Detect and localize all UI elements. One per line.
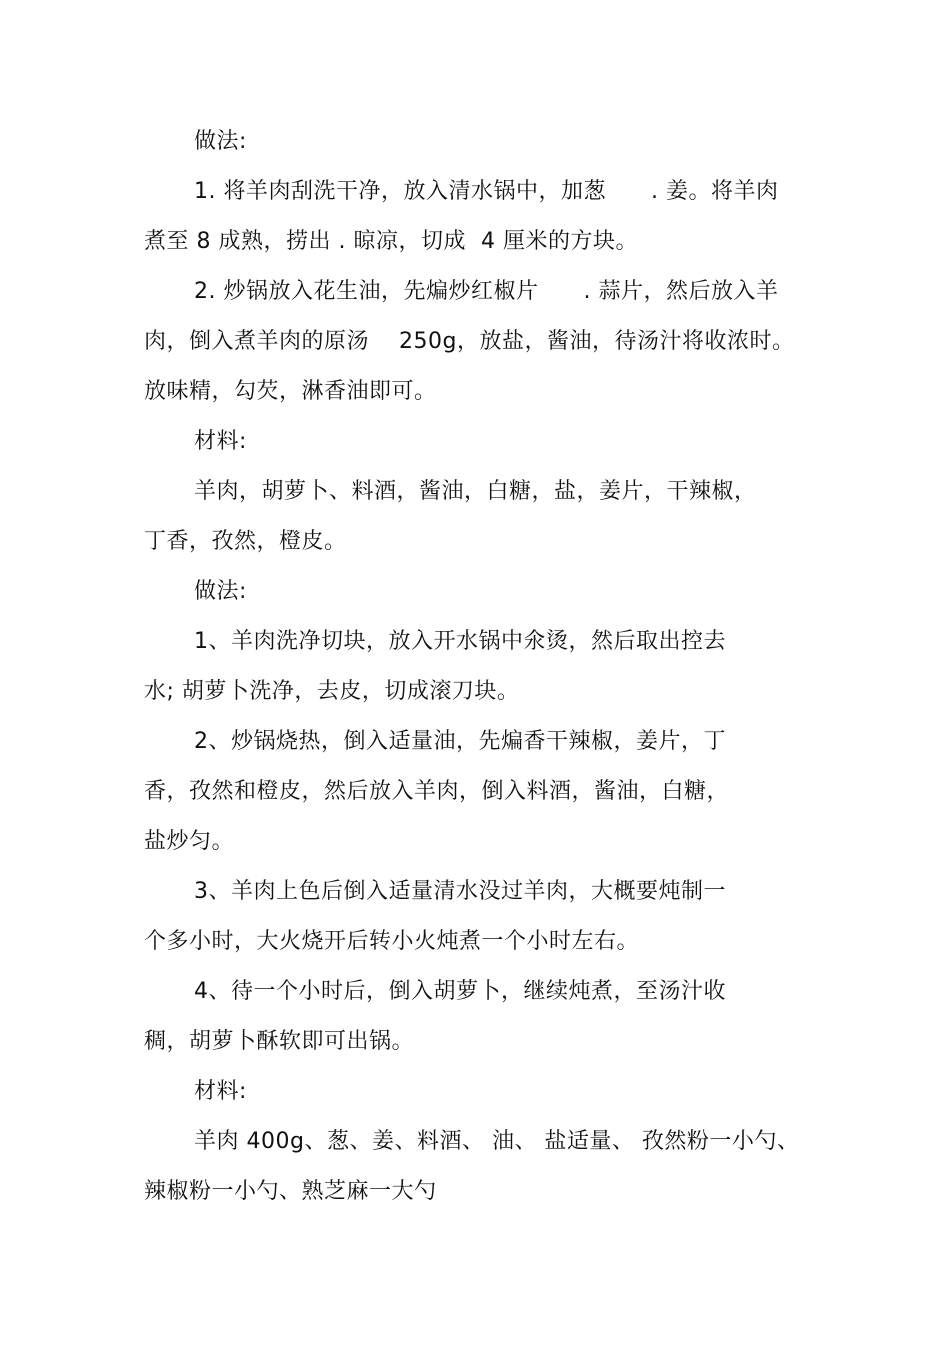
paragraph-line: 羊肉 400g、葱、姜、料酒、 油、 盐适量、 孜然粉一小勺、 bbox=[194, 1129, 800, 1154]
paragraph-line: 辣椒粉一小勺、熟芝麻一大勺 bbox=[144, 1179, 437, 1204]
paragraph-line: 肉，倒入煮羊肉的原汤 250g，放盐，酱油，待汤汁将收浓时。 bbox=[144, 329, 795, 354]
section-heading-method: 做法: bbox=[194, 129, 247, 154]
paragraph-line: 羊肉，胡萝卜、料酒，酱油，白糖，盐，姜片，干辣椒， bbox=[194, 479, 757, 504]
paragraph-line: 丁香，孜然，橙皮。 bbox=[144, 529, 347, 554]
paragraph-line: 水; 胡萝卜洗净，去皮，切成滚刀块。 bbox=[144, 679, 520, 704]
paragraph-line: 稠，胡萝卜酥软即可出锅。 bbox=[144, 1029, 415, 1054]
paragraph-line: 2. 炒锅放入花生油，先煸炒红椒片 . 蒜片，然后放入羊 bbox=[194, 279, 779, 304]
paragraph-line: 1. 将羊肉刮洗干净，放入清水锅中，加葱 . 姜。将羊肉 bbox=[194, 179, 779, 204]
paragraph-line: 3、羊肉上色后倒入适量清水没过羊肉，大概要炖制一 bbox=[194, 879, 726, 904]
paragraph-line: 个多小时，大火烧开后转小火炖煮一个小时左右。 bbox=[144, 929, 640, 954]
paragraph-line: 煮至 8 成熟，捞出 . 晾凉，切成 4 厘米的方块。 bbox=[144, 229, 638, 254]
paragraph-line: 1、羊肉洗净切块，放入开水锅中氽烫，然后取出控去 bbox=[194, 629, 726, 654]
paragraph-line: 香，孜然和橙皮，然后放入羊肉，倒入料酒，酱油，白糖， bbox=[144, 779, 730, 804]
section-heading-ingredients: 材料: bbox=[194, 429, 247, 454]
paragraph-line: 4、待一个小时后，倒入胡萝卜，继续炖煮，至汤汁收 bbox=[194, 979, 726, 1004]
section-heading-method: 做法: bbox=[194, 579, 247, 604]
paragraph-line: 盐炒匀。 bbox=[144, 829, 235, 854]
section-heading-ingredients: 材料: bbox=[194, 1079, 247, 1104]
paragraph-line: 2、炒锅烧热，倒入适量油，先煸香干辣椒，姜片，丁 bbox=[194, 729, 726, 754]
paragraph-line: 放味精，勾芡，淋香油即可。 bbox=[144, 379, 437, 404]
